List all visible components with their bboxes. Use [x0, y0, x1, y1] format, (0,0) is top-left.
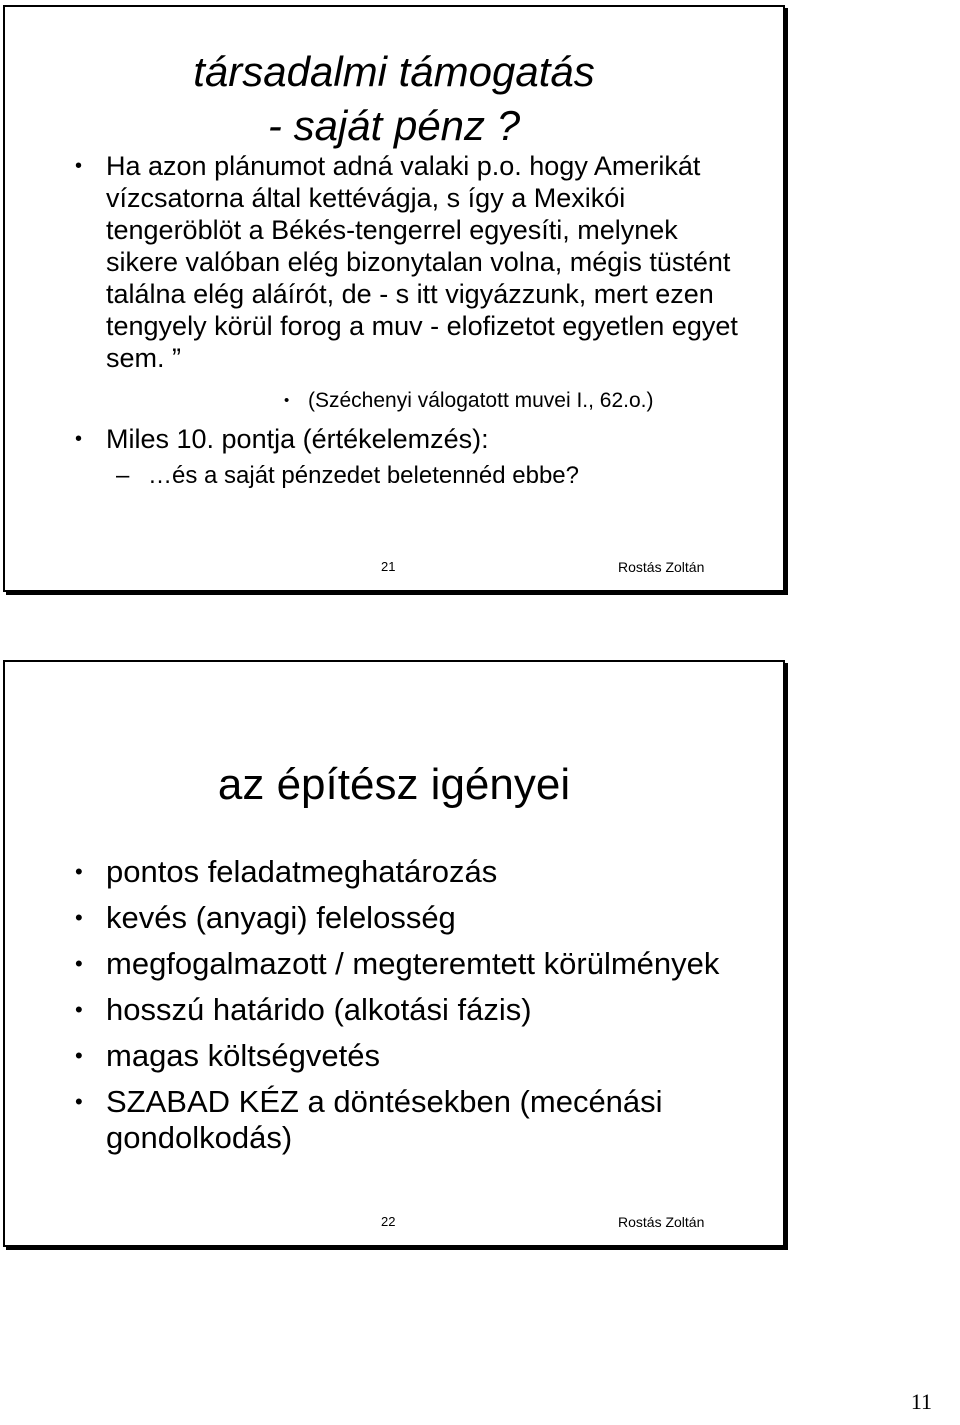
- bullet-item-quote: • Ha azon plánumot adná valaki p.o. hogy Amerikát vízcsatorna által kettévágja, s így a Mexikói tengeröblöt a Békés-tengerrel egyesíti, melynek sikere valóban elég bizonytalan volna, mégis tüstént találna elég aláírót, de - s itt vigyázzunk, mert ezen tengyely körül forog a muv - elofizetot egyetlen egyet sem. ”: [75, 150, 753, 374]
- slide-author: Rostás Zoltán: [618, 1214, 705, 1230]
- page-number: 11: [910, 1389, 932, 1414]
- bullet-list: [75, 150, 753, 491]
- title-line-2: - saját pénz ?: [267, 102, 521, 149]
- bullet-item: • megfogalmazott / megteremtett körülmények: [75, 946, 753, 982]
- bullet-list: [75, 854, 753, 1166]
- bullet-item: • pontos feladatmeghatározás: [75, 854, 753, 890]
- bullet-item: • kevés (anyagi) felelosség: [75, 900, 753, 936]
- slide-title: [5, 45, 783, 153]
- bullet-item-miles: • Miles 10. pontja (értékelemzés):: [75, 422, 753, 456]
- slide-title: az építész igényei: [217, 760, 571, 809]
- slide-number: 22: [381, 1214, 396, 1229]
- dash-item-question: – …és a saját pénzedet beletennéd ebbe?: [116, 461, 753, 491]
- slide-number: 21: [381, 559, 396, 574]
- sub-bullet-citation: • (Széchenyi válogatott muvei I., 62.o.): [284, 388, 753, 414]
- slide-22: [3, 660, 785, 1247]
- bullet-item: • SZABAD KÉZ a döntésekben (mecénási gondolkodás): [75, 1084, 753, 1156]
- slide-author: Rostás Zoltán: [618, 559, 705, 575]
- title-line-1: társadalmi támogatás: [193, 48, 595, 95]
- bullet-item: • magas költségvetés: [75, 1038, 753, 1074]
- bullet-item: • hosszú határido (alkotási fázis): [75, 992, 753, 1028]
- slide-21: [3, 5, 785, 592]
